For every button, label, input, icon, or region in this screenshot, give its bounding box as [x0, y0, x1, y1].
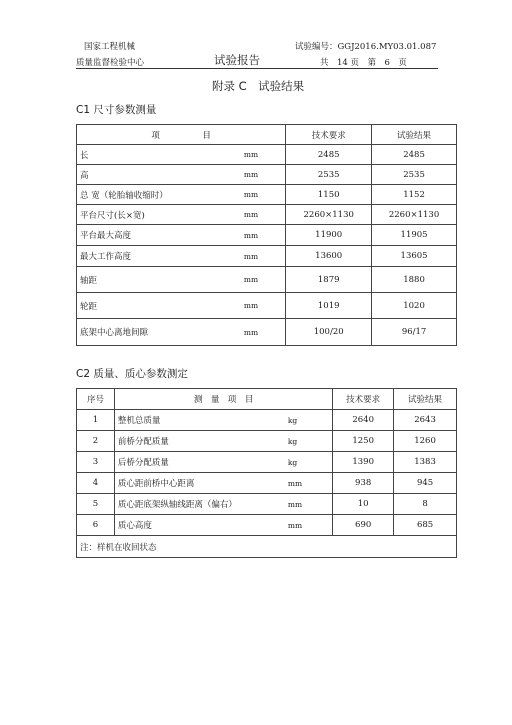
table-row	[77, 185, 457, 205]
c2-unit: kg	[285, 431, 333, 452]
table-row	[77, 246, 457, 267]
c2-unit: mm	[285, 473, 333, 494]
c2-header-no: 序号	[77, 389, 115, 410]
header-rule	[76, 68, 438, 69]
c1-unit: mm	[241, 165, 286, 185]
c2-req: 2640	[333, 410, 394, 431]
c2-res: 8	[394, 494, 457, 515]
c2-note-row	[77, 536, 457, 558]
c1-req: 13600	[286, 246, 372, 267]
page-count: 共 14 页 第 6 页	[320, 58, 407, 68]
c1-req: 1879	[286, 267, 372, 293]
c2-header-res: 试验结果	[394, 389, 457, 410]
c1-unit: mm	[241, 246, 286, 267]
c1-req: 1150	[286, 185, 372, 205]
table-row	[77, 431, 457, 452]
c1-item: 平台尺寸(长×宽)	[77, 205, 241, 225]
c1-item: 总 宽（轮胎轴收缩时）	[77, 185, 241, 205]
org-name-line1: 国家工程机械	[84, 42, 136, 52]
c2-res: 1260	[394, 431, 457, 452]
c1-dimension-table	[76, 124, 457, 346]
c1-res: 2485	[372, 145, 457, 165]
c1-req: 2535	[286, 165, 372, 185]
c2-item: 质心高度	[114, 515, 284, 536]
c2-no: 6	[77, 515, 115, 536]
c1-header-res: 试验结果	[372, 125, 457, 145]
report-title: 试验报告	[214, 53, 260, 67]
c1-unit: mm	[241, 293, 286, 319]
c1-unit: mm	[241, 205, 286, 225]
table-row	[77, 494, 457, 515]
table-row	[77, 410, 457, 431]
c2-res: 2643	[394, 410, 457, 431]
c1-header-item: 项 目	[77, 125, 286, 145]
c1-unit: mm	[241, 267, 286, 293]
c1-item: 最大工作高度	[77, 246, 241, 267]
c1-item: 高	[77, 165, 241, 185]
test-number: 试验编号：GGJ2016.MY03.01.087	[295, 42, 437, 52]
table-row	[77, 452, 457, 473]
c1-item: 平台最大高度	[77, 225, 241, 246]
c1-header-req: 技术要求	[286, 125, 372, 145]
c2-item: 整机总质量	[114, 410, 284, 431]
table-row	[77, 145, 457, 165]
c2-mass-table	[76, 388, 457, 558]
c2-res: 1383	[394, 452, 457, 473]
c1-res: 11905	[372, 225, 457, 246]
c2-item: 后桥分配质量	[114, 452, 284, 473]
c2-no: 3	[77, 452, 115, 473]
c2-section-title: C2 质量、质心参数测定	[76, 368, 188, 380]
c2-req: 10	[333, 494, 394, 515]
c2-unit: mm	[285, 494, 333, 515]
table-row	[77, 319, 457, 346]
c2-unit: kg	[285, 410, 333, 431]
c2-unit: mm	[285, 515, 333, 536]
c1-item: 轴距	[77, 267, 241, 293]
c2-item: 前桥分配质量	[114, 431, 284, 452]
c1-req: 100/20	[286, 319, 372, 346]
c1-item: 轮距	[77, 293, 241, 319]
c1-req: 2260×1130	[286, 205, 372, 225]
c1-unit: mm	[241, 145, 286, 165]
c1-res: 1880	[372, 267, 457, 293]
c2-no: 4	[77, 473, 115, 494]
table-row	[77, 515, 457, 536]
appendix-title: 附录 C 试验结果	[212, 79, 305, 93]
c2-req: 690	[333, 515, 394, 536]
c1-unit: mm	[241, 319, 286, 346]
table-row	[77, 267, 457, 293]
c1-res: 2260×1130	[372, 205, 457, 225]
c2-no: 5	[77, 494, 115, 515]
c1-res: 2535	[372, 165, 457, 185]
c2-req: 1250	[333, 431, 394, 452]
c2-item: 质心距前桥中心距离	[114, 473, 284, 494]
c1-req: 11900	[286, 225, 372, 246]
c1-res: 1020	[372, 293, 457, 319]
c1-res: 96/17	[372, 319, 457, 346]
c1-res: 1152	[372, 185, 457, 205]
c1-res: 13605	[372, 246, 457, 267]
c1-section-title: C1 尺寸参数测量	[76, 104, 157, 116]
c2-header-row	[77, 389, 457, 410]
table-row	[77, 293, 457, 319]
c1-item: 长	[77, 145, 241, 165]
c2-note: 注：样机在收回状态	[77, 536, 457, 558]
c2-req: 938	[333, 473, 394, 494]
org-name-line2: 质量监督检验中心	[76, 58, 145, 68]
table-row	[77, 205, 457, 225]
table-row	[77, 225, 457, 246]
c1-header-row	[77, 125, 457, 145]
c2-header-item: 测 量 项 目	[114, 389, 332, 410]
c1-req: 1019	[286, 293, 372, 319]
c1-req: 2485	[286, 145, 372, 165]
c2-req: 1390	[333, 452, 394, 473]
table-row	[77, 165, 457, 185]
c2-unit: kg	[285, 452, 333, 473]
c1-unit: mm	[241, 225, 286, 246]
c2-item: 质心距底架纵轴线距离（偏右）	[114, 494, 284, 515]
c2-no: 1	[77, 410, 115, 431]
c2-res: 945	[394, 473, 457, 494]
c2-header-req: 技术要求	[333, 389, 394, 410]
c1-item: 底架中心离地间隙	[77, 319, 241, 346]
c1-unit: mm	[241, 185, 286, 205]
table-row	[77, 473, 457, 494]
c2-res: 685	[394, 515, 457, 536]
c2-no: 2	[77, 431, 115, 452]
